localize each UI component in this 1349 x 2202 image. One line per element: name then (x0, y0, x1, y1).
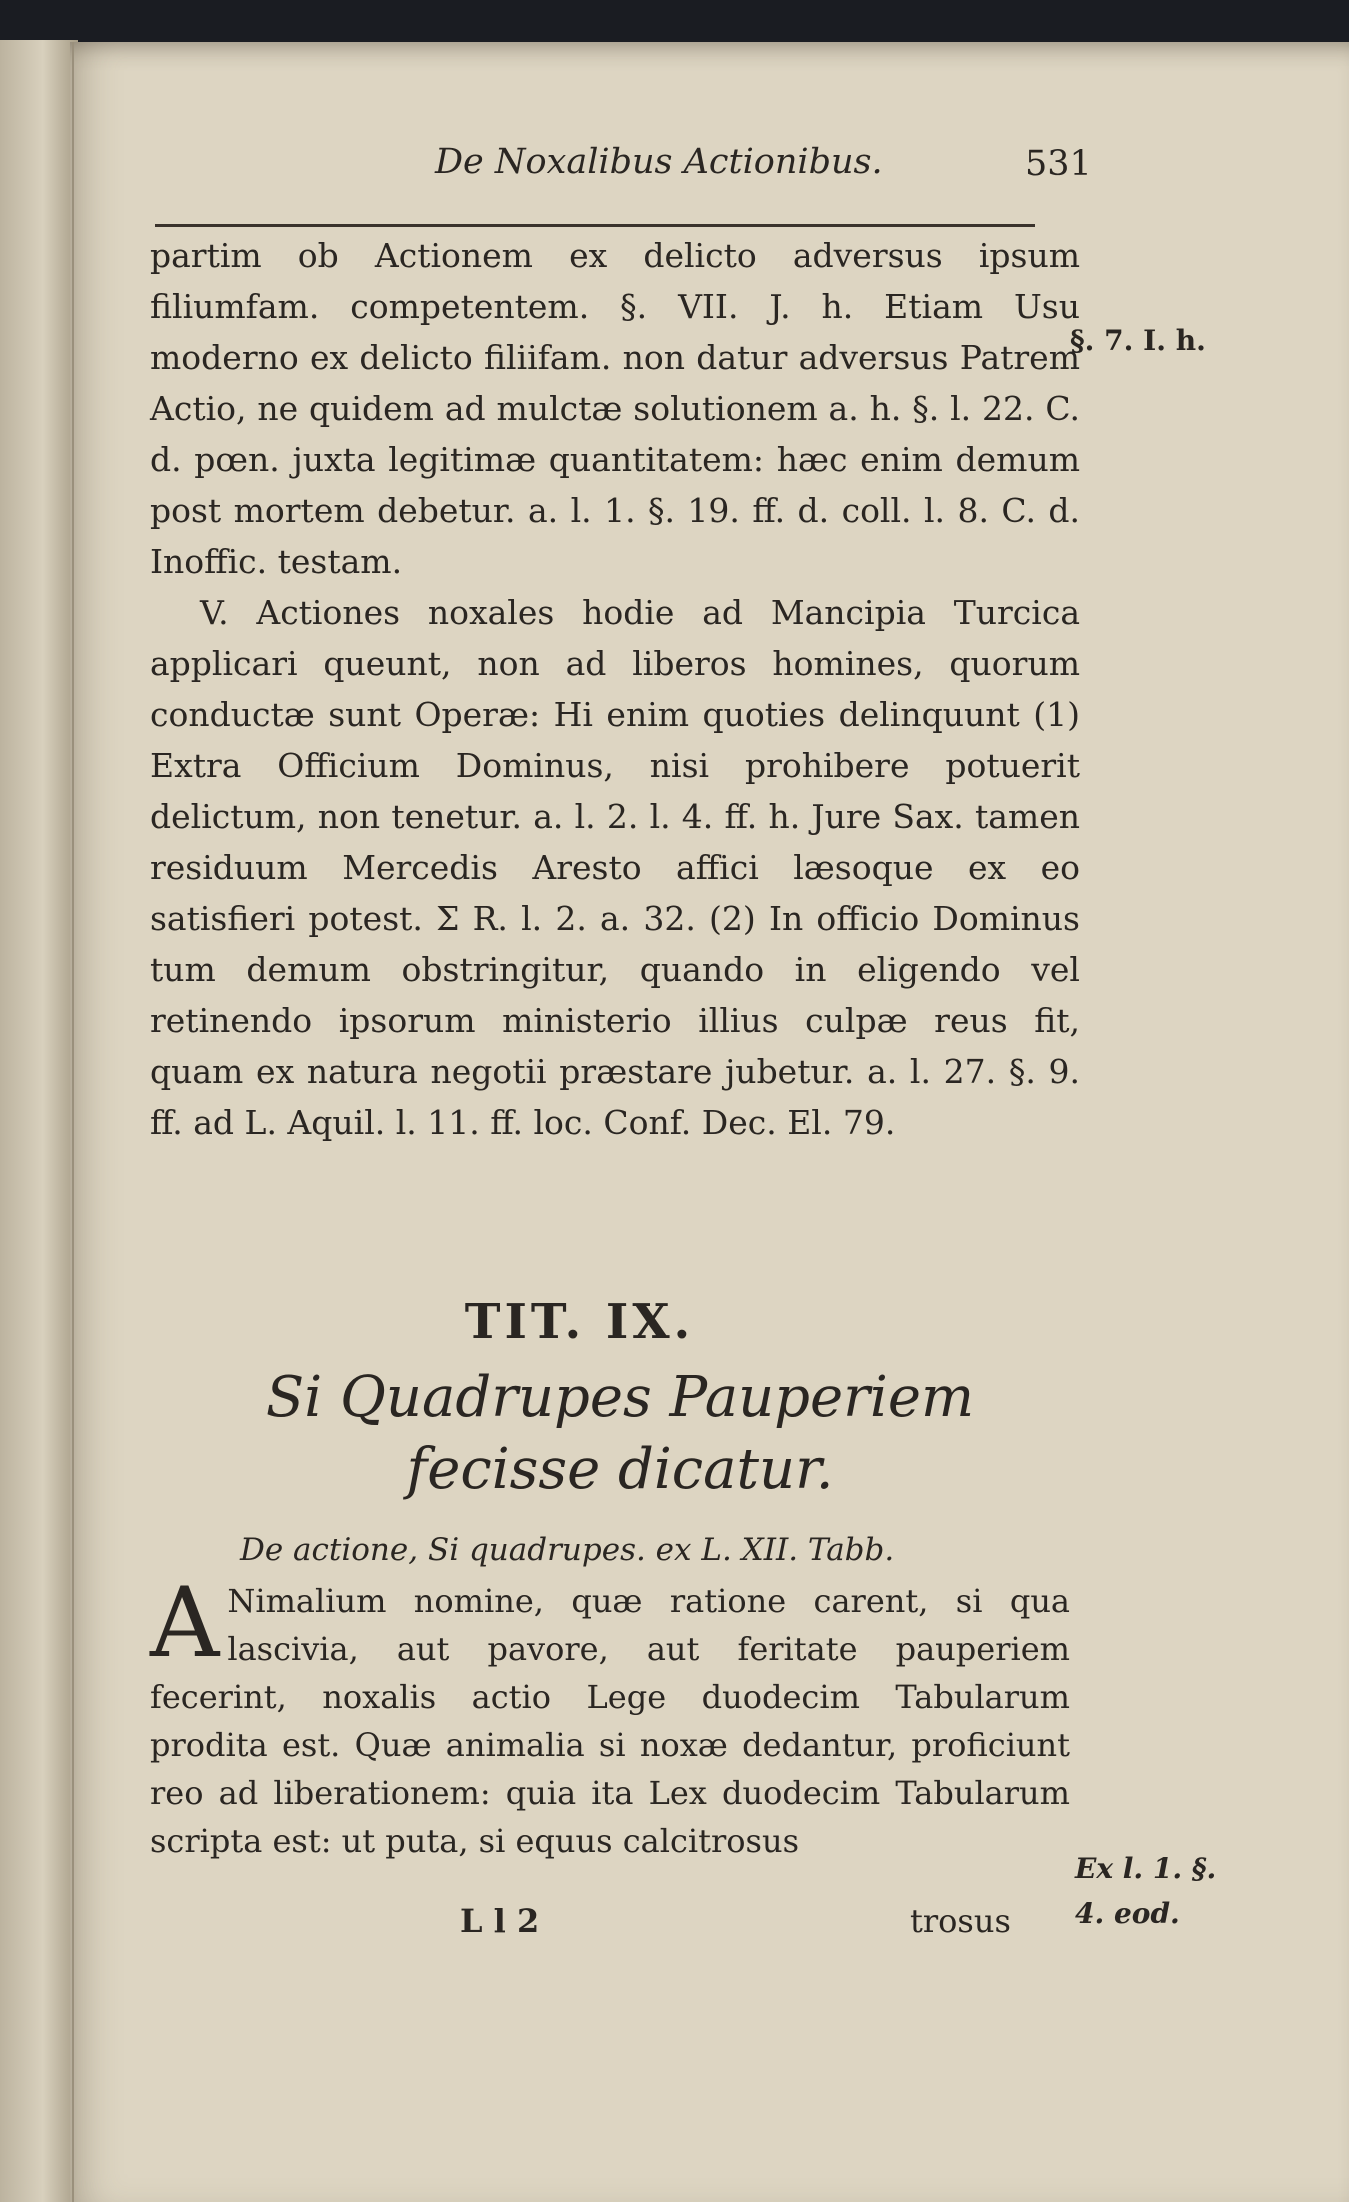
running-head (360, 142, 1120, 194)
margin-note-bottom-1: Ex l. 1. §. (1075, 1852, 1217, 1885)
signature-mark: L l 2 (460, 1902, 540, 1940)
page-number: 531 (1025, 144, 1092, 184)
catchword: trosus (910, 1902, 1011, 1940)
paragraph-1: partim ob Actionem ex delicto adversus ipsum filiumfam. competentem. §. VII. J. h. Etiam Usu moderno ex delicto filiifam. non datur adversus Patrem Actio, ne quidem ad mulctæ solutionem a. h. §. l. 22. C. d. pœn. juxta legitimæ quantitatem: hæc enim demum post mortem debetur. a. l. 1. §. 19. ff. d. coll. l. 8. C. d. Inoffic. testam. (150, 236, 1080, 581)
title-name: Si Quadrupes Pauperiem fecisse dicatur. (265, 1365, 975, 1502)
title-number (70, 1294, 1349, 1350)
section-body: Nimalium nomine, quæ ratione carent, si qua lascivia, aut pavore, aut feritate pauperiem fecerint, noxalis actio Lege duodecim Tabularum prodita est. Quæ animalia si noxæ dedantur, proficiunt reo ad liberationem: quia ita Lex duodecim Tabularum scripta est: ut puta, si equus calcitrosus (150, 1582, 1070, 1860)
subheading: De actione, Si quadrupes. ex L. XII. Tabb. (240, 1532, 895, 1568)
drop-cap: A (150, 1567, 220, 1679)
margin-note-top: §. 7. I. h. (1070, 324, 1206, 357)
book-page (70, 42, 1349, 2202)
scan-background (0, 0, 1349, 44)
running-title: De Noxalibus Actionibus. (435, 142, 883, 182)
main-text (150, 230, 1080, 1148)
book-spine (0, 40, 78, 2202)
margin-note-bottom-2: 4. eod. (1075, 1897, 1180, 1930)
page-edge (72, 42, 74, 2202)
section-text (150, 1567, 1070, 1865)
title-number-text: TIT. IX. (464, 1294, 695, 1350)
header-rule (155, 224, 1035, 227)
paragraph-2: V. Actiones noxales hodie ad Mancipia Turcica applicari queunt, non ad liberos homines, quorum conductæ sunt Operæ: Hi enim quoties delinquunt (1) Extra Officium Dominus, nisi prohibere potuerit delictum, non tenetur. a. l. 2. l. 4. ff. h. Jure Sax. tamen residuum Mercedis Aresto affici læsoque ex eo satisfieri potest. Σ R. l. 2. a. 32. (2) In officio Dominus tum demum obstringitur, quando in eligendo vel retinendo ipsorum ministerio illius culpæ reus fit, quam ex natura negotii præstare jubetur. a. l. 27. §. 9. ff. ad L. Aquil. l. 11. ff. loc. Conf. Dec. El. 79. (150, 593, 1080, 1142)
